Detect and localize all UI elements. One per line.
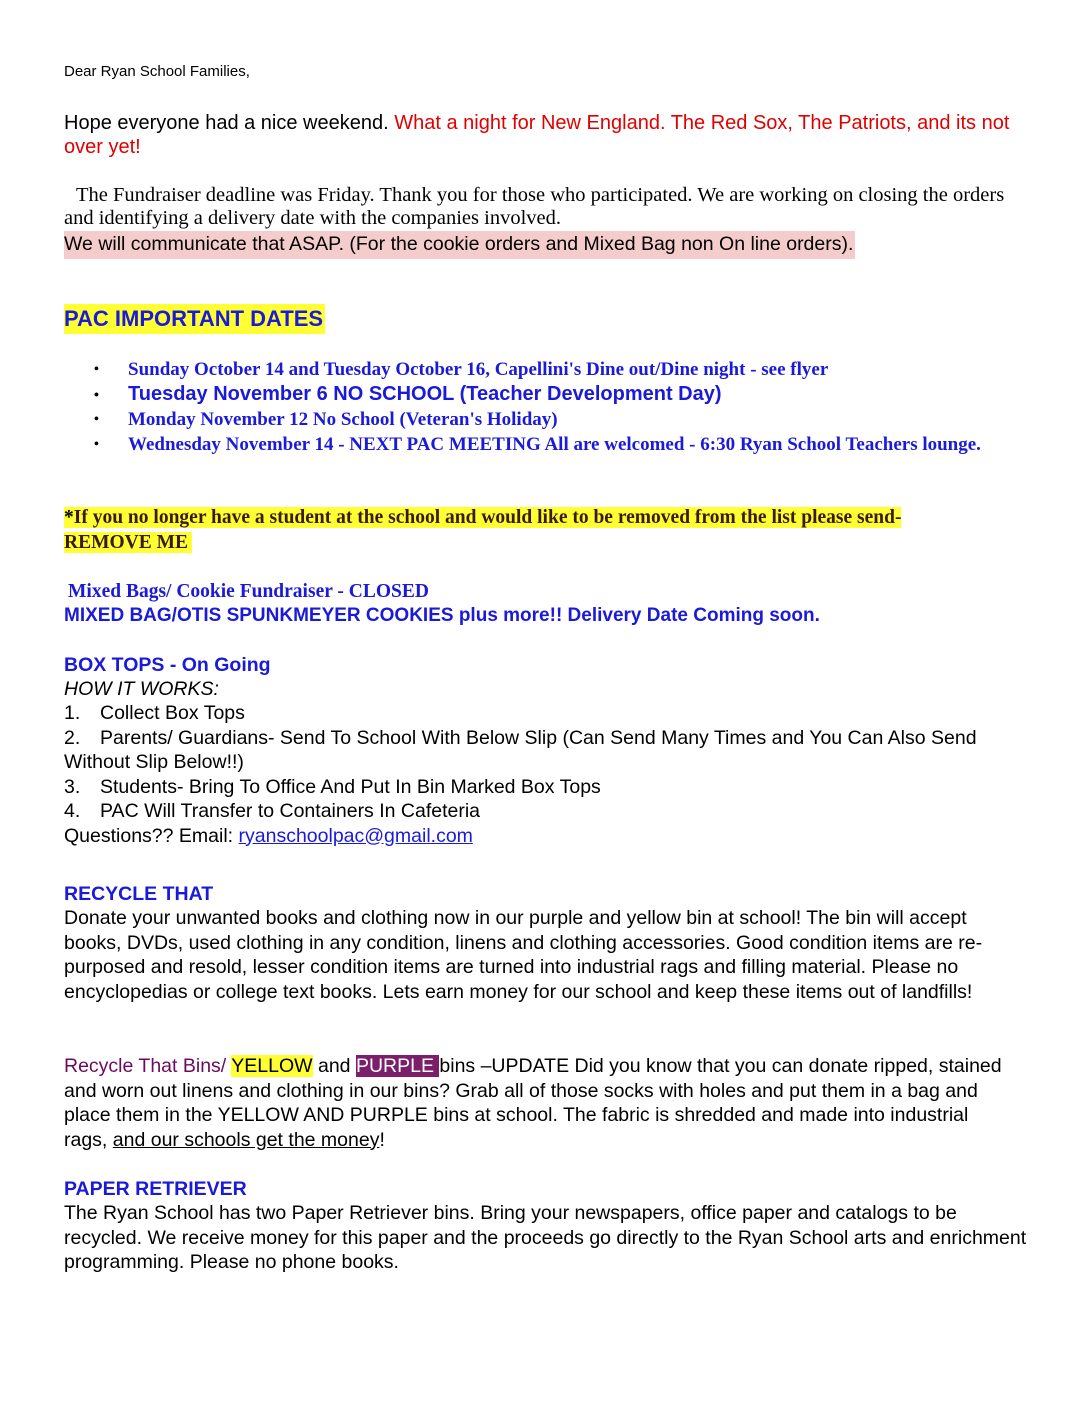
pac-dates-heading-text: PAC IMPORTANT DATES <box>64 304 325 334</box>
bullet-icon: • <box>94 437 99 452</box>
and-text: and <box>312 1055 356 1077</box>
recycle-heading: RECYCLE THAT <box>64 883 214 905</box>
date-item-text: Sunday October 14 and Tuesday October 16, Capellini's Dine out/Dine night - see flyer <box>128 359 829 380</box>
end-text: ! <box>379 1128 385 1151</box>
purple-bin-label: PURPLE <box>355 1055 440 1077</box>
questions-label: Questions?? Email: <box>64 824 239 847</box>
date-item <box>64 432 1029 457</box>
step-text: PAC Will Transfer to Containers In Cafeteria <box>100 800 481 822</box>
date-item-text: Tuesday November 6 NO SCHOOL (Teacher Development Day) <box>128 383 722 405</box>
bullet-icon: • <box>94 412 99 427</box>
date-item <box>64 382 1029 407</box>
fundraiser-highlight-line <box>64 232 855 256</box>
date-item <box>64 357 1029 382</box>
paper-body: The Ryan School has two Paper Retriever bins. Bring your newspapers, office paper and catalogs to be recycled. We receive money for this paper and the proceeds go directly to the Ryan School arts and enrichment programming. Please no phone books. <box>64 1202 1027 1273</box>
box-tops-step <box>64 701 1029 726</box>
greeting: Dear Ryan School Families, <box>64 63 250 80</box>
bins-update-text: bins –UPDATE Did you know that you can donate ripped, stained and worn out linens and clothing in our bins? Grab all of those socks with holes and put them in a bag and place them in the YELLOW AND PURPLE bins at school. The fabric is shredded and made into industrial rags, <box>64 1055 1002 1151</box>
step-text: Collect Box Tops <box>100 702 245 724</box>
date-item <box>64 407 1029 432</box>
pac-dates-heading <box>64 305 325 333</box>
step-number: 3. <box>64 775 81 798</box>
mixed-bags-subtitle: MIXED BAG/OTIS SPUNKMEYER COOKIES plus more!! Delivery Date Coming soon. <box>64 605 820 626</box>
mixed-bags-title: Mixed Bags/ Cookie Fundraiser - CLOSED <box>68 581 429 602</box>
fundraiser-note: The Fundraiser deadline was Friday. Thank you for those who participated. We are working on closing the orders and identifying a delivery date with the companies involved. <box>64 184 1005 229</box>
box-tops-step <box>64 726 1029 775</box>
recycle-body: Donate your unwanted books and clothing now in our purple and yellow bin at school! The bin will accept books, DVDs, used clothing in any condition, linens and clothing accessories. Good condition items are re-purposed and resold, lesser condition items are turned into industrial rags and filling material. Please no encyclopedias or college text books. Lets earn money for our school and keep these items out of landfills! <box>64 907 983 1003</box>
fundraiser-highlight: We will communicate that ASAP. (For the cookie orders and Mixed Bag non On line orders). <box>64 231 855 259</box>
box-tops-how: HOW IT WORKS: <box>64 678 219 700</box>
step-text: Parents/ Guardians- Send To School With Below Slip (Can Send Many Times and You Can Also Send Without Slip Below!!) <box>64 726 977 773</box>
step-number: 1. <box>64 702 81 724</box>
box-tops-step <box>64 799 1029 824</box>
step-number: 4. <box>64 800 81 822</box>
pac-dates-list <box>64 357 1029 457</box>
money-text: and our schools get the money <box>112 1128 380 1151</box>
bins-label: Recycle That Bins/ <box>64 1055 232 1077</box>
intro-red-text: What a night for New England. The Red Sox, The Patriots, and its not over yet! <box>64 112 1010 158</box>
box-tops-steps <box>64 701 1029 848</box>
remove-notice <box>64 506 994 555</box>
step-number: 2. <box>64 726 81 749</box>
remove-notice-text: If you no longer have a student at the school and would like to be removed from the list please send- <box>73 507 902 528</box>
box-tops-heading: BOX TOPS - On Going <box>64 654 271 676</box>
paper-heading: PAPER RETRIEVER <box>64 1178 247 1200</box>
remove-asterisk: * <box>64 507 74 528</box>
recycle-bins-update <box>64 1054 1014 1152</box>
bullet-icon: • <box>94 386 99 402</box>
yellow-bin-label: YELLOW <box>231 1055 313 1077</box>
box-tops-step <box>64 775 1029 800</box>
box-tops-questions <box>64 824 1029 849</box>
date-item-text: Wednesday November 14 - NEXT PAC MEETING All are welcomed - 6:30 Ryan School Teachers lounge. <box>128 434 981 455</box>
step-text: Students- Bring To Office And Put In Bin Marked Box Tops <box>100 775 601 798</box>
bullet-icon: • <box>94 362 99 377</box>
intro-text: Hope everyone had a nice weekend. <box>64 112 395 134</box>
email-link[interactable]: ryanschoolpac@gmail.com <box>238 824 473 847</box>
intro-paragraph <box>64 111 1029 159</box>
remove-me-text: REMOVE ME <box>64 532 192 553</box>
date-item-text: Monday November 12 No School (Veteran's Holiday) <box>128 409 558 430</box>
